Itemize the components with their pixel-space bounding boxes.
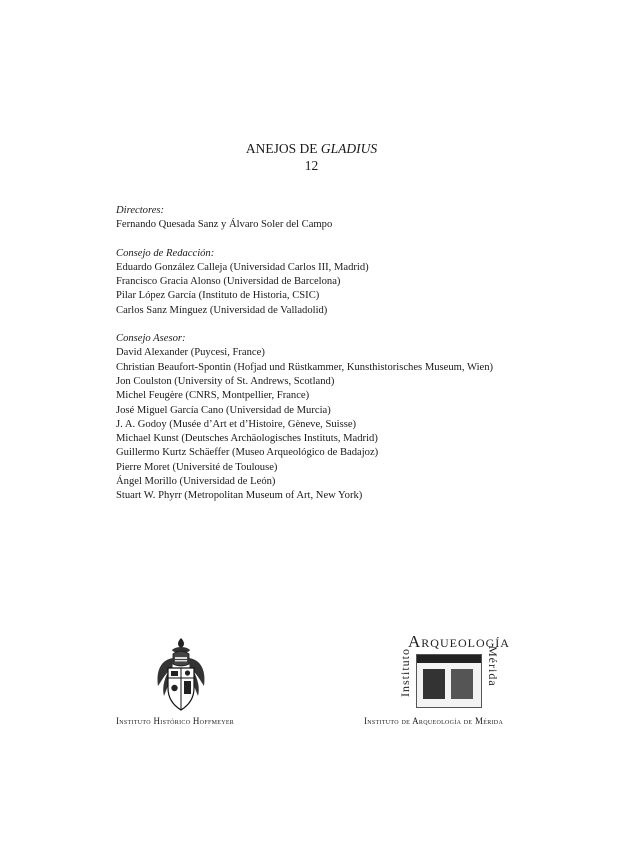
list-item: David Alexander (Puycesi, France) (116, 347, 265, 359)
iam-emblem-band (417, 655, 481, 663)
section-consejo-redaccion (116, 247, 586, 318)
list-item: Michael Kunst (Deutsches Archäologisches Instituts, Madrid) (116, 433, 378, 445)
list-item: Stuart W. Phyrr (Metropolitan Museum of Art, New York) (116, 490, 363, 502)
iam-logo-left-text: Instituto (398, 648, 412, 698)
section-title: Directores: (116, 205, 165, 216)
hoffmeyer-coat-of-arms-logo (150, 636, 212, 714)
list-item: Carlos Sanz Mínguez (Universidad de Valladolid) (116, 304, 328, 316)
list-item: Francisco Gracia Alonso (Universidad de Barcelona) (116, 276, 341, 288)
list-item: José Miguel García Cano (Universidad de Murcia) (116, 404, 331, 416)
iam-logo-right-text: Mérida (486, 646, 500, 687)
series-name: GLADIUS (320, 141, 378, 156)
iam-logo-top-text: Arqueología (408, 632, 510, 651)
series-title (0, 140, 623, 157)
list-item: Pilar López García (Instituto de Historia, CSIC) (116, 290, 320, 302)
list-item: Eduardo González Calleja (Universidad Carlos III, Madrid) (116, 261, 369, 273)
series-header (0, 140, 623, 174)
iam-emblem-mark-left (423, 669, 445, 699)
section-consejo-asesor (116, 332, 586, 504)
list-item: Fernando Quesada Sanz y Álvaro Soler del Campo (116, 219, 333, 231)
list-item: Ángel Morillo (Universidad de León) (116, 476, 276, 488)
hoffmeyer-caption: Instituto Histórico Hoffmeyer (116, 716, 235, 726)
iam-caption: Instituto de Arqueología de Mérida (364, 716, 504, 726)
series-prefix: ANEJOS DE (245, 141, 321, 156)
list-item: Michel Feugère (CNRS, Montpellier, France) (116, 390, 310, 402)
list-item: Pierre Moret (Université de Toulouse) (116, 461, 278, 473)
section-title: Consejo de Redacción: (116, 247, 215, 259)
section-directores (116, 204, 586, 233)
list-item: Jon Coulston (University of St. Andrews, Scotland) (116, 375, 335, 387)
list-item: Christian Beaufort-Spontin (Hofjad und Rüstkammer, Kunsthistorisches Museum, Wien) (116, 361, 494, 373)
list-item: Guillermo Kurtz Schäeffer (Museo Arqueológico de Badajoz) (116, 447, 379, 459)
coat-of-arms-icon (150, 636, 212, 714)
series-number: 12 (304, 158, 319, 173)
iam-logo (396, 632, 510, 714)
iam-emblem-mark-right (451, 669, 473, 699)
editorial-board (116, 204, 586, 518)
iam-emblem (416, 654, 482, 708)
list-item: J. A. Godoy (Musée d’Art et d’Histoire, Gèneve, Suisse) (116, 418, 357, 430)
section-title: Consejo Asesor: (116, 333, 186, 345)
